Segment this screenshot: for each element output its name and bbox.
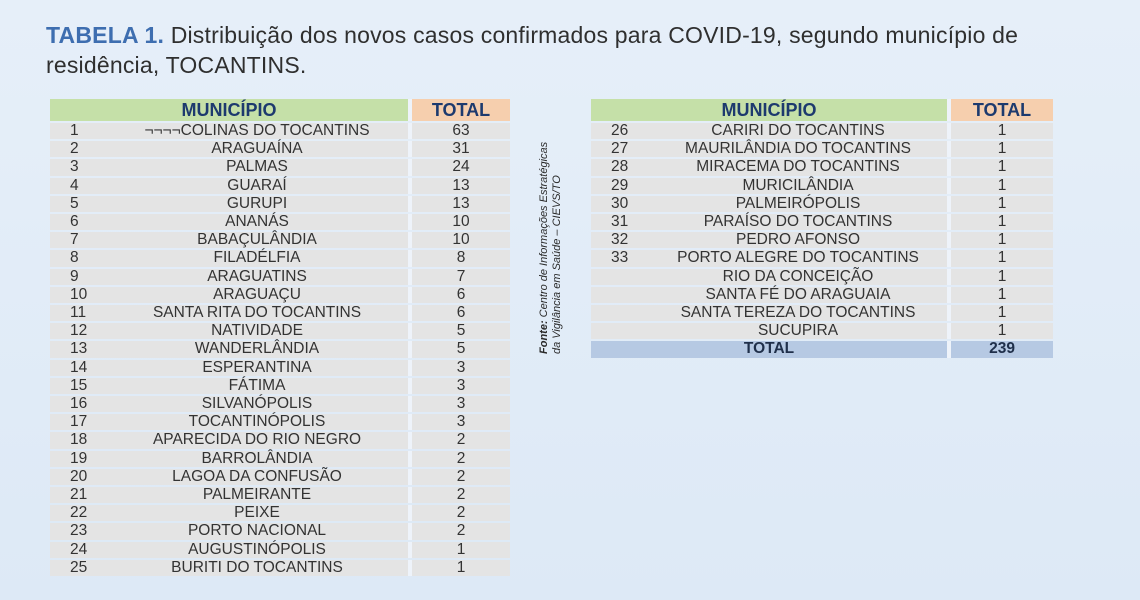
row-number: 31 <box>591 214 649 230</box>
row-number: 29 <box>591 178 649 194</box>
municipality-name: APARECIDA DO RIO NEGRO <box>106 432 408 448</box>
municipality-name: ¬¬¬¬COLINAS DO TOCANTINS <box>106 123 408 139</box>
case-total: 6 <box>408 305 510 321</box>
table-row <box>50 250 510 266</box>
table-row <box>50 305 510 321</box>
table-row <box>50 360 510 376</box>
table-title-text: Distribuição dos novos casos confirmados para COVID-19, segundo município de residência, TOCANTINS. <box>46 22 1019 78</box>
case-total: 3 <box>408 414 510 430</box>
row-number: 11 <box>50 305 106 321</box>
row-number: 12 <box>50 323 106 339</box>
row-number <box>591 305 649 321</box>
header-municipio: MUNICÍPIO <box>591 99 947 121</box>
row-number: 2 <box>50 141 106 157</box>
row-number: 13 <box>50 341 106 357</box>
row-number: 9 <box>50 269 106 285</box>
municipality-name: MIRACEMA DO TOCANTINS <box>649 159 947 175</box>
table-row <box>50 196 510 212</box>
case-total: 2 <box>408 432 510 448</box>
case-total: 1 <box>947 250 1053 266</box>
table-row <box>50 542 510 558</box>
municipality-name: SUCUPIRA <box>649 323 947 339</box>
municipality-name: ANANÁS <box>106 214 408 230</box>
municipality-name: PEIXE <box>106 505 408 521</box>
case-total: 1 <box>408 542 510 558</box>
table-row <box>591 196 1053 212</box>
table-row <box>50 378 510 394</box>
table-row <box>591 232 1053 248</box>
municipality-name: ARAGUATINS <box>106 269 408 285</box>
case-total: 3 <box>408 360 510 376</box>
table-row <box>50 469 510 485</box>
municipality-name: BURITI DO TOCANTINS <box>106 560 408 576</box>
case-total: 2 <box>408 487 510 503</box>
source-label: Fonte: <box>538 320 550 354</box>
case-total: 3 <box>408 396 510 412</box>
case-total: 10 <box>408 214 510 230</box>
case-total: 6 <box>408 287 510 303</box>
case-total: 7 <box>408 269 510 285</box>
row-number: 30 <box>591 196 649 212</box>
case-total: 13 <box>408 178 510 194</box>
case-total: 1 <box>947 178 1053 194</box>
case-total: 10 <box>408 232 510 248</box>
table-row <box>591 159 1053 175</box>
case-total: 2 <box>408 523 510 539</box>
table-row <box>50 451 510 467</box>
municipality-name: MAURILÂNDIA DO TOCANTINS <box>649 141 947 157</box>
case-total: 5 <box>408 323 510 339</box>
source-line-1: Centro de Informações Estratégicas <box>538 141 550 318</box>
municipality-name: PALMAS <box>106 159 408 175</box>
row-number <box>591 287 649 303</box>
municipality-name: PALMEIRANTE <box>106 487 408 503</box>
case-total: 1 <box>947 232 1053 248</box>
row-number: 26 <box>591 123 649 139</box>
municipality-name: PEDRO AFONSO <box>649 232 947 248</box>
municipality-name: PORTO ALEGRE DO TOCANTINS <box>649 250 947 266</box>
municipality-name: FILADÉLFIA <box>106 250 408 266</box>
table-title <box>46 20 1106 80</box>
municipality-name: AUGUSTINÓPOLIS <box>106 542 408 558</box>
municipality-name: ARAGUAÇU <box>106 287 408 303</box>
municipality-name: ESPERANTINA <box>106 360 408 376</box>
case-total: 8 <box>408 250 510 266</box>
municipality-name: SILVANÓPOLIS <box>106 396 408 412</box>
municipality-name: RIO DA CONCEIÇÃO <box>649 269 947 285</box>
table-row <box>591 250 1053 266</box>
row-number: 23 <box>50 523 106 539</box>
grand-total-row <box>591 341 1053 357</box>
case-total: 1 <box>408 560 510 576</box>
row-number: 4 <box>50 178 106 194</box>
table-row <box>50 523 510 539</box>
row-number: 21 <box>50 487 106 503</box>
row-number: 24 <box>50 542 106 558</box>
case-total: 1 <box>947 214 1053 230</box>
table-row <box>50 178 510 194</box>
case-total: 1 <box>947 269 1053 285</box>
row-number: 14 <box>50 360 106 376</box>
table-row <box>50 269 510 285</box>
municipality-table-left <box>50 97 510 578</box>
table-row <box>50 487 510 503</box>
table-row <box>50 232 510 248</box>
row-number: 27 <box>591 141 649 157</box>
row-number: 15 <box>50 378 106 394</box>
municipality-name: LAGOA DA CONFUSÃO <box>106 469 408 485</box>
case-total: 1 <box>947 123 1053 139</box>
table-row <box>591 178 1053 194</box>
row-number: 32 <box>591 232 649 248</box>
row-number: 25 <box>50 560 106 576</box>
case-total: 1 <box>947 141 1053 157</box>
case-total: 1 <box>947 323 1053 339</box>
row-number: 17 <box>50 414 106 430</box>
table-row <box>591 287 1053 303</box>
municipality-table-right <box>591 97 1053 360</box>
municipality-name: GUARAÍ <box>106 178 408 194</box>
case-total: 24 <box>408 159 510 175</box>
row-number: 20 <box>50 469 106 485</box>
table-row <box>591 323 1053 339</box>
municipality-name: PORTO NACIONAL <box>106 523 408 539</box>
table-row <box>50 214 510 230</box>
row-number: 16 <box>50 396 106 412</box>
case-total: 1 <box>947 305 1053 321</box>
row-number: 7 <box>50 232 106 248</box>
table-header-row <box>50 99 510 121</box>
row-number: 28 <box>591 159 649 175</box>
municipality-name: SANTA TEREZA DO TOCANTINS <box>649 305 947 321</box>
table-title-label: TABELA 1. <box>46 22 165 48</box>
table-row <box>591 141 1053 157</box>
header-municipio: MUNICÍPIO <box>50 99 408 121</box>
row-number: 8 <box>50 250 106 266</box>
case-total: 31 <box>408 141 510 157</box>
case-total: 1 <box>947 196 1053 212</box>
row-number: 18 <box>50 432 106 448</box>
table-row <box>50 159 510 175</box>
grand-total-value: 239 <box>947 341 1053 357</box>
municipality-name: SANTA RITA DO TOCANTINS <box>106 305 408 321</box>
row-number: 6 <box>50 214 106 230</box>
header-total: TOTAL <box>947 99 1053 121</box>
row-number <box>591 323 649 339</box>
table-row <box>50 341 510 357</box>
table-row <box>50 141 510 157</box>
table-row <box>50 396 510 412</box>
case-total: 63 <box>408 123 510 139</box>
source-note <box>516 96 563 356</box>
row-number: 22 <box>50 505 106 521</box>
table-row <box>591 269 1053 285</box>
municipality-name: SANTA FÉ DO ARAGUAIA <box>649 287 947 303</box>
case-total: 1 <box>947 159 1053 175</box>
case-total: 2 <box>408 469 510 485</box>
row-number <box>591 269 649 285</box>
case-total: 1 <box>947 287 1053 303</box>
row-number: 19 <box>50 451 106 467</box>
table-row <box>50 414 510 430</box>
grand-total-label: TOTAL <box>591 341 947 357</box>
municipality-name: ARAGUAÍNA <box>106 141 408 157</box>
municipality-name: BARROLÂNDIA <box>106 451 408 467</box>
municipality-name: TOCANTINÓPOLIS <box>106 414 408 430</box>
municipality-name: BABAÇULÂNDIA <box>106 232 408 248</box>
municipality-name: MURICILÂNDIA <box>649 178 947 194</box>
case-total: 2 <box>408 505 510 521</box>
case-total: 3 <box>408 378 510 394</box>
table-row <box>50 560 510 576</box>
case-total: 13 <box>408 196 510 212</box>
row-number: 1 <box>50 123 106 139</box>
case-total: 5 <box>408 341 510 357</box>
row-number: 3 <box>50 159 106 175</box>
source-line-2: da Vigilância em Saúde – CIEVS/TO <box>551 175 563 354</box>
table-header-row <box>591 99 1053 121</box>
row-number: 33 <box>591 250 649 266</box>
municipality-name: PALMEIRÓPOLIS <box>649 196 947 212</box>
row-number: 10 <box>50 287 106 303</box>
table-row <box>50 287 510 303</box>
header-total: TOTAL <box>408 99 510 121</box>
table-row <box>591 214 1053 230</box>
table-row <box>50 123 510 139</box>
municipality-name: GURUPI <box>106 196 408 212</box>
municipality-name: NATIVIDADE <box>106 323 408 339</box>
table-row <box>50 432 510 448</box>
table-row <box>50 505 510 521</box>
table-row <box>591 123 1053 139</box>
municipality-name: PARAÍSO DO TOCANTINS <box>649 214 947 230</box>
table-row <box>50 323 510 339</box>
municipality-name: WANDERLÂNDIA <box>106 341 408 357</box>
row-number: 5 <box>50 196 106 212</box>
municipality-name: CARIRI DO TOCANTINS <box>649 123 947 139</box>
table-row <box>591 305 1053 321</box>
municipality-name: FÁTIMA <box>106 378 408 394</box>
case-total: 2 <box>408 451 510 467</box>
